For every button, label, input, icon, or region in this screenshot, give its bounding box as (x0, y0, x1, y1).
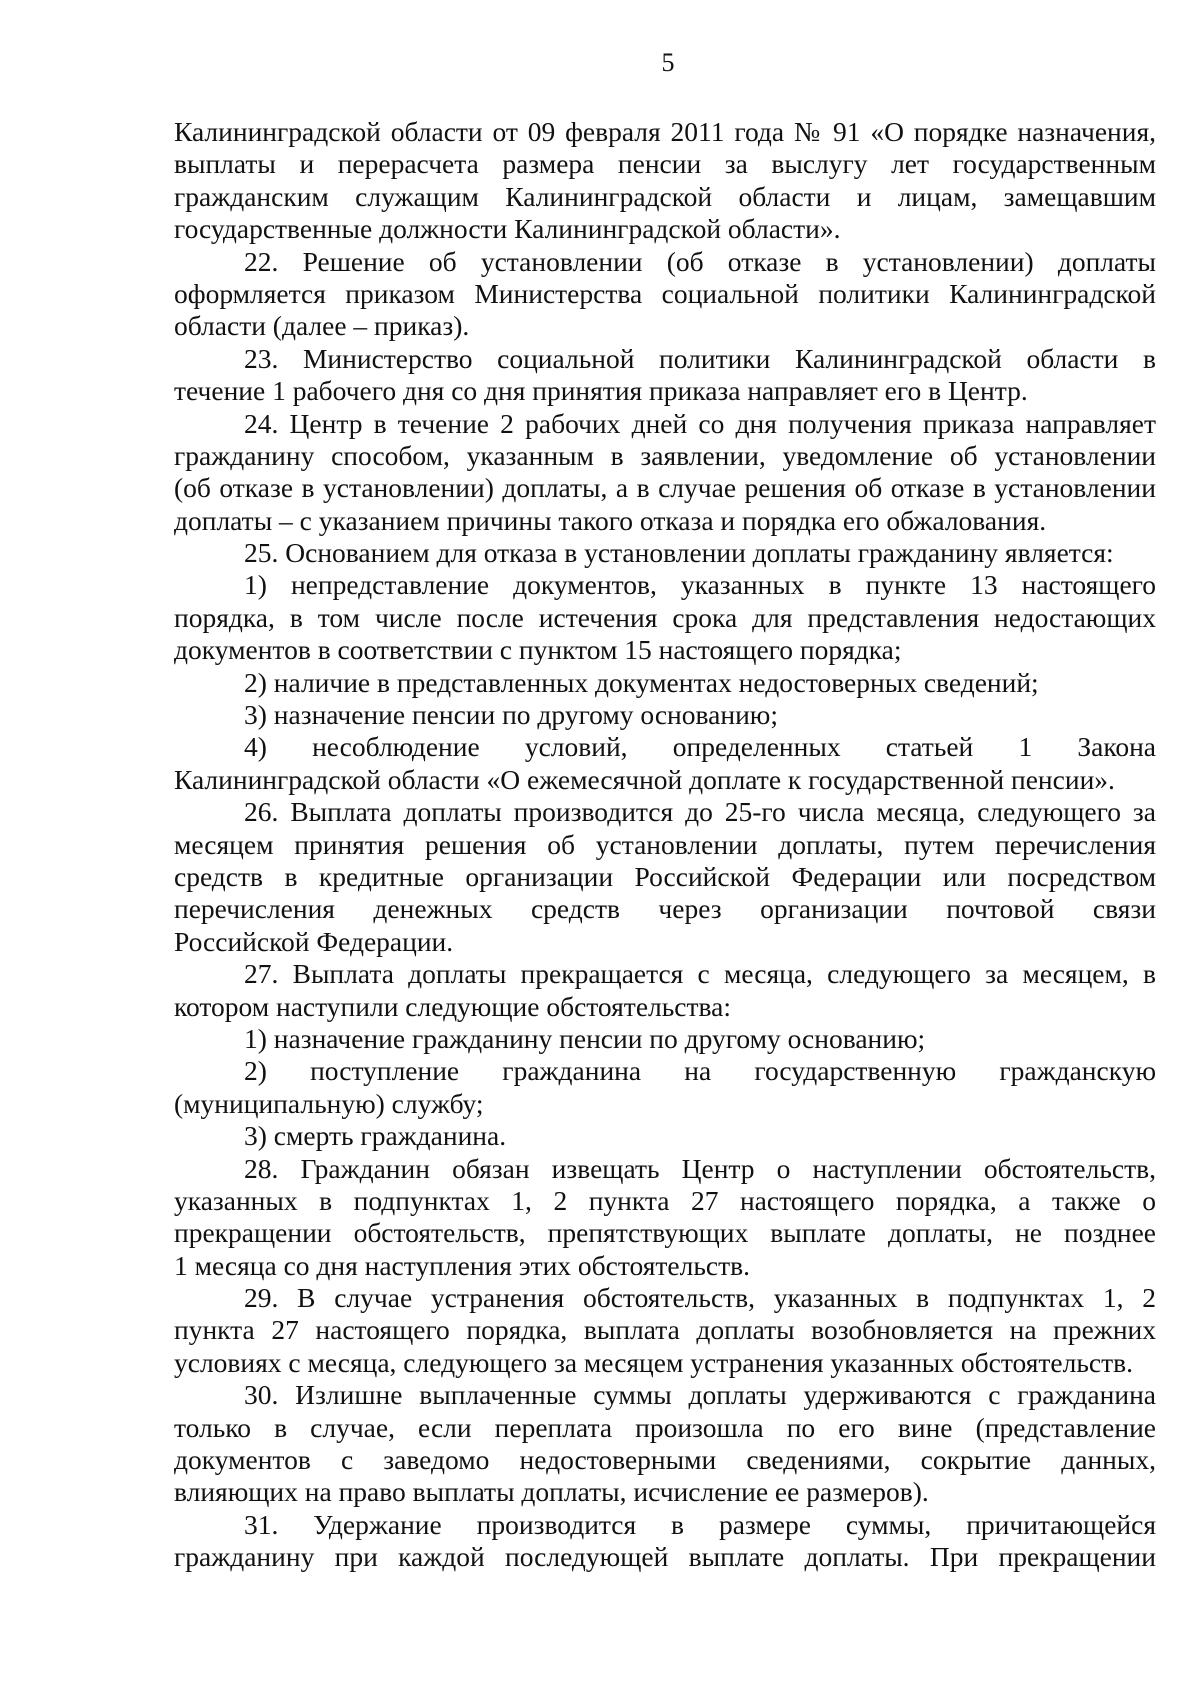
text-line: Российской Федерации. (174, 925, 454, 957)
text-line: 28. Гражданин обязан извещать Центр о наступлении обстоятельств, (244, 1152, 1156, 1184)
text-line: Калининградской области «О ежемесячной доплате к государственной пенсии». (174, 763, 1115, 795)
text-line: 25. Основанием для отказа в установлении доплаты гражданину является: (244, 537, 1114, 569)
page-number: 5 (661, 48, 675, 77)
text-line: условиях с месяца, следующего за месяцем устранения указанных обстоятельств. (174, 1346, 1133, 1378)
text-line: 30. Излишне выплаченные суммы доплаты удерживаются с гражданина (244, 1379, 1156, 1411)
text-line: 3) смерть гражданина. (244, 1120, 507, 1152)
text-line: пункта 27 настоящего порядка, выплата доплаты возобновляется на прежних (174, 1314, 1156, 1346)
text-line: перечисления денежных средств через организации почтовой связи (174, 893, 1156, 925)
text-line: 2) поступление гражданина на государственную гражданскую (244, 1055, 1156, 1087)
text-line: 3) назначение пенсии по другому основанию; (244, 699, 778, 731)
text-line: течение 1 рабочего дня со дня принятия приказа направляет его в Центр. (174, 375, 1028, 407)
text-line: государственные должности Калининградской области». (174, 213, 841, 245)
text-line: доплаты – с указанием причины такого отказа и порядка его обжалования. (174, 504, 1047, 536)
text-line: гражданину способом, указанным в заявлении, уведомление об установлении (174, 439, 1156, 471)
document-body (174, 116, 1156, 1574)
text-line: прекращении обстоятельств, препятствующих выплате доплаты, не позднее (174, 1217, 1156, 1249)
text-line: 1 месяца со дня наступления этих обстоятельств. (174, 1249, 750, 1281)
text-line: 22. Решение об установлении (об отказе в установлении) доплаты (244, 245, 1156, 277)
text-line: документов с заведомо недостоверными сведениями, сокрытие данных, (174, 1444, 1156, 1476)
text-line: (муниципальную) службу; (174, 1087, 484, 1119)
text-line: области (далее – приказ). (174, 310, 470, 342)
text-line: указанных в подпунктах 1, 2 пункта 27 настоящего порядка, а также о (174, 1184, 1156, 1216)
text-line: 4) несоблюдение условий, определенных статьей 1 Закона (244, 731, 1156, 763)
text-line: котором наступили следующие обстоятельства: (174, 990, 731, 1022)
text-line: оформляется приказом Министерства социальной политики Калининградской (174, 277, 1156, 309)
text-line: 1) непредставление документов, указанных в пункте 13 настоящего (244, 569, 1156, 601)
text-line: 26. Выплата доплаты производится до 25-го числа месяца, следующего за (244, 796, 1156, 828)
text-line: 1) назначение гражданину пенсии по другому основанию; (244, 1022, 926, 1054)
text-line: 31. Удержание производится в размере суммы, причитающейся (244, 1508, 1156, 1540)
text-line: (об отказе в установлении) доплаты, а в случае решения об отказе в установлении (174, 472, 1156, 504)
text-line: влияющих на право выплаты доплаты, исчисление ее размеров). (174, 1476, 929, 1508)
text-line: 27. Выплата доплаты прекращается с месяца, следующего за месяцем, в (244, 958, 1156, 990)
text-line: 23. Министерство социальной политики Калининградской области в (244, 342, 1156, 374)
text-line: 24. Центр в течение 2 рабочих дней со дня получения приказа направляет (244, 407, 1156, 439)
text-line: гражданским служащим Калининградской области и лицам, замещавшим (174, 180, 1156, 212)
text-line: только в случае, если переплата произошла по его вине (представление (174, 1411, 1156, 1443)
text-line: 29. В случае устранения обстоятельств, указанных в подпунктах 1, 2 (244, 1282, 1156, 1314)
text-line: выплаты и перерасчета размера пенсии за выслугу лет государственным (174, 148, 1156, 180)
text-line: средств в кредитные организации Российской Федерации или посредством (174, 860, 1156, 892)
text-line: 2) наличие в представленных документах недостоверных сведений; (244, 666, 1039, 698)
text-line: документов в соответствии с пунктом 15 настоящего порядка; (174, 634, 902, 666)
text-line: месяцем принятия решения об установлении доплаты, путем перечисления (174, 828, 1156, 860)
text-line: Калининградской области от 09 февраля 2011 года № 91 «О порядке назначения, (174, 116, 1156, 147)
text-line: гражданину при каждой последующей выплате доплаты. При прекращении (174, 1541, 1156, 1573)
text-line: порядка, в том числе после истечения срока для представления недостающих (174, 601, 1156, 633)
